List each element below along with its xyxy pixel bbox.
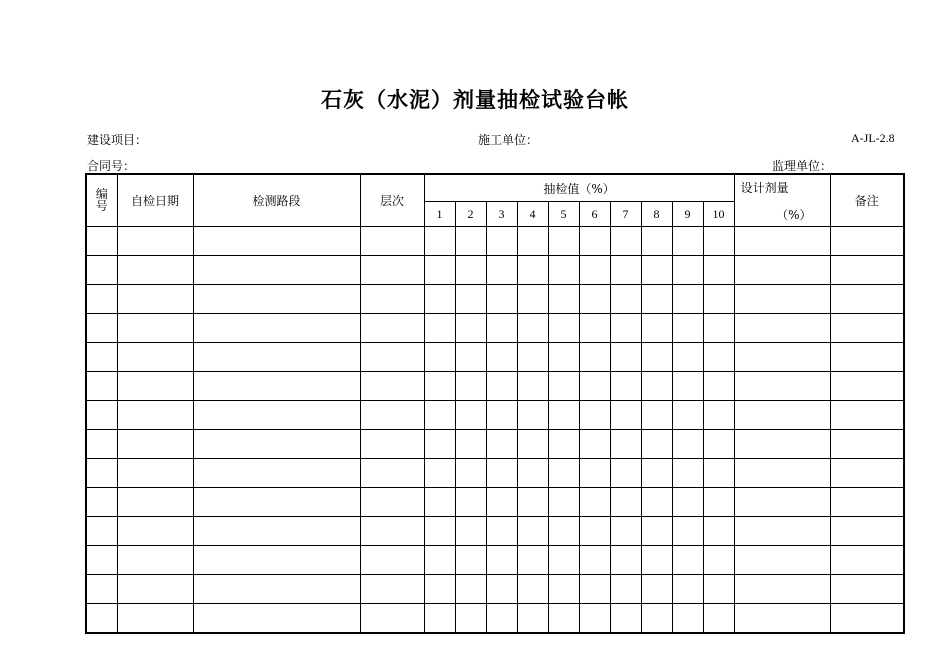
header-design-dose: 设计剂量 （%） — [734, 174, 830, 227]
cell-sample-2[interactable] — [455, 401, 486, 430]
cell-sample-5[interactable] — [548, 459, 579, 488]
cell-sample-7[interactable] — [610, 488, 641, 517]
cell-section[interactable] — [193, 372, 360, 401]
cell-layer[interactable] — [360, 517, 424, 546]
cell-sample-6[interactable] — [579, 517, 610, 546]
header-date: 自检日期 — [117, 174, 193, 227]
cell-sample-7[interactable] — [610, 459, 641, 488]
cell-sample-5[interactable] — [548, 372, 579, 401]
cell-sample-10[interactable] — [703, 401, 734, 430]
cell-date[interactable] — [117, 314, 193, 343]
cell-sample-6[interactable] — [579, 285, 610, 314]
cell-sample-4[interactable] — [517, 343, 548, 372]
cell-sample-2[interactable] — [455, 256, 486, 285]
header-sample-group: 抽检值（%） — [424, 174, 734, 202]
cell-design-dose[interactable] — [734, 546, 830, 575]
cell-section[interactable] — [193, 343, 360, 372]
cell-sample-1[interactable] — [424, 517, 455, 546]
cell-sample-10[interactable] — [703, 430, 734, 459]
cell-sample-4[interactable] — [517, 488, 548, 517]
cell-remarks[interactable] — [830, 430, 904, 459]
cell-sample-7[interactable] — [610, 604, 641, 634]
cell-layer[interactable] — [360, 343, 424, 372]
cell-sample-10[interactable] — [703, 517, 734, 546]
cell-layer[interactable] — [360, 604, 424, 634]
cell-sample-4[interactable] — [517, 285, 548, 314]
cell-sample-2[interactable] — [455, 488, 486, 517]
cell-sample-8[interactable] — [641, 314, 672, 343]
cell-sample-2[interactable] — [455, 314, 486, 343]
cell-sample-5[interactable] — [548, 546, 579, 575]
contract-label: 合同号： — [87, 159, 136, 173]
header-sample-9: 9 — [672, 202, 703, 227]
table-row — [86, 314, 904, 343]
cell-date[interactable] — [117, 488, 193, 517]
cell-sample-6[interactable] — [579, 604, 610, 634]
cell-sample-5[interactable] — [548, 430, 579, 459]
cell-sample-3[interactable] — [486, 401, 517, 430]
cell-sample-6[interactable] — [579, 256, 610, 285]
cell-sample-1[interactable] — [424, 575, 455, 604]
header-sample-6: 6 — [579, 202, 610, 227]
cell-sample-1[interactable] — [424, 314, 455, 343]
cell-sample-9[interactable] — [672, 488, 703, 517]
cell-sample-10[interactable] — [703, 372, 734, 401]
cell-sample-5[interactable] — [548, 285, 579, 314]
cell-design-dose[interactable] — [734, 256, 830, 285]
cell-sample-9[interactable] — [672, 256, 703, 285]
table-row — [86, 488, 904, 517]
cell-sample-7[interactable] — [610, 343, 641, 372]
cell-design-dose[interactable] — [734, 401, 830, 430]
project-label: 建设项目： — [87, 133, 148, 147]
table-row — [86, 546, 904, 575]
form-title: 石灰（水泥）剂量抽检试验台帐 — [321, 88, 629, 112]
cell-number[interactable] — [86, 575, 117, 604]
cell-design-dose[interactable] — [734, 488, 830, 517]
header-sample-4: 4 — [517, 202, 548, 227]
cell-remarks[interactable] — [830, 488, 904, 517]
cell-sample-3[interactable] — [486, 430, 517, 459]
cell-sample-3[interactable] — [486, 546, 517, 575]
cell-section[interactable] — [193, 517, 360, 546]
cell-sample-4[interactable] — [517, 430, 548, 459]
cell-sample-8[interactable] — [641, 256, 672, 285]
cell-sample-6[interactable] — [579, 430, 610, 459]
cell-sample-9[interactable] — [672, 285, 703, 314]
cell-number[interactable] — [86, 546, 117, 575]
header-number: 编号 — [86, 174, 117, 227]
cell-section[interactable] — [193, 575, 360, 604]
cell-remarks[interactable] — [830, 227, 904, 256]
cell-design-dose[interactable] — [734, 430, 830, 459]
cell-date[interactable] — [117, 604, 193, 634]
cell-sample-10[interactable] — [703, 314, 734, 343]
cell-sample-2[interactable] — [455, 546, 486, 575]
cell-section[interactable] — [193, 430, 360, 459]
cell-date[interactable] — [117, 401, 193, 430]
cell-sample-3[interactable] — [486, 256, 517, 285]
cell-sample-7[interactable] — [610, 430, 641, 459]
cell-number[interactable] — [86, 314, 117, 343]
cell-layer[interactable] — [360, 459, 424, 488]
cell-sample-6[interactable] — [579, 314, 610, 343]
cell-date[interactable] — [117, 430, 193, 459]
cell-sample-4[interactable] — [517, 604, 548, 634]
cell-sample-4[interactable] — [517, 256, 548, 285]
cell-sample-5[interactable] — [548, 314, 579, 343]
cell-sample-1[interactable] — [424, 430, 455, 459]
cell-remarks[interactable] — [830, 314, 904, 343]
cell-sample-8[interactable] — [641, 575, 672, 604]
cell-sample-9[interactable] — [672, 372, 703, 401]
cell-sample-3[interactable] — [486, 285, 517, 314]
table-row — [86, 401, 904, 430]
cell-layer[interactable] — [360, 488, 424, 517]
cell-sample-8[interactable] — [641, 546, 672, 575]
cell-date[interactable] — [117, 343, 193, 372]
header-remarks: 备注 — [830, 174, 904, 227]
cell-sample-1[interactable] — [424, 256, 455, 285]
cell-sample-9[interactable] — [672, 401, 703, 430]
cell-sample-6[interactable] — [579, 227, 610, 256]
cell-section[interactable] — [193, 546, 360, 575]
cell-sample-7[interactable] — [610, 546, 641, 575]
cell-sample-5[interactable] — [548, 343, 579, 372]
cell-section[interactable] — [193, 285, 360, 314]
cell-layer[interactable] — [360, 256, 424, 285]
cell-sample-3[interactable] — [486, 488, 517, 517]
cell-date[interactable] — [117, 546, 193, 575]
cell-sample-9[interactable] — [672, 459, 703, 488]
cell-sample-1[interactable] — [424, 372, 455, 401]
cell-remarks[interactable] — [830, 401, 904, 430]
cell-sample-8[interactable] — [641, 227, 672, 256]
cell-sample-2[interactable] — [455, 343, 486, 372]
cell-sample-1[interactable] — [424, 604, 455, 634]
cell-sample-9[interactable] — [672, 430, 703, 459]
cell-sample-2[interactable] — [455, 575, 486, 604]
cell-sample-4[interactable] — [517, 575, 548, 604]
cell-number[interactable] — [86, 604, 117, 634]
cell-layer[interactable] — [360, 314, 424, 343]
cell-number[interactable] — [86, 285, 117, 314]
table-row — [86, 372, 904, 401]
cell-number[interactable] — [86, 256, 117, 285]
table-row — [86, 227, 904, 256]
cell-sample-10[interactable] — [703, 227, 734, 256]
ledger-table — [85, 173, 905, 634]
cell-layer[interactable] — [360, 285, 424, 314]
cell-sample-9[interactable] — [672, 343, 703, 372]
cell-sample-10[interactable] — [703, 575, 734, 604]
cell-sample-3[interactable] — [486, 314, 517, 343]
cell-sample-3[interactable] — [486, 372, 517, 401]
cell-remarks[interactable] — [830, 575, 904, 604]
cell-sample-4[interactable] — [517, 372, 548, 401]
cell-sample-5[interactable] — [548, 575, 579, 604]
table-row — [86, 575, 904, 604]
cell-date[interactable] — [117, 227, 193, 256]
cell-sample-6[interactable] — [579, 372, 610, 401]
cell-sample-4[interactable] — [517, 459, 548, 488]
cell-sample-3[interactable] — [486, 604, 517, 634]
cell-section[interactable] — [193, 256, 360, 285]
cell-sample-9[interactable] — [672, 546, 703, 575]
cell-remarks[interactable] — [830, 343, 904, 372]
cell-sample-10[interactable] — [703, 488, 734, 517]
cell-number[interactable] — [86, 488, 117, 517]
cell-sample-6[interactable] — [579, 488, 610, 517]
cell-sample-3[interactable] — [486, 459, 517, 488]
cell-layer[interactable] — [360, 546, 424, 575]
cell-sample-5[interactable] — [548, 227, 579, 256]
table-row — [86, 256, 904, 285]
cell-design-dose[interactable] — [734, 459, 830, 488]
cell-sample-7[interactable] — [610, 256, 641, 285]
header-sample-7: 7 — [610, 202, 641, 227]
form-code: A-JL-2.8 — [851, 131, 895, 145]
contractor-label: 施工单位： — [478, 133, 539, 147]
cell-section[interactable] — [193, 604, 360, 634]
cell-design-dose[interactable] — [734, 604, 830, 634]
supervisor-label: 监理单位： — [772, 159, 833, 173]
cell-design-dose[interactable] — [734, 517, 830, 546]
cell-sample-5[interactable] — [548, 517, 579, 546]
cell-design-dose[interactable] — [734, 343, 830, 372]
cell-sample-5[interactable] — [548, 604, 579, 634]
cell-sample-2[interactable] — [455, 227, 486, 256]
cell-section[interactable] — [193, 401, 360, 430]
cell-layer[interactable] — [360, 227, 424, 256]
cell-sample-7[interactable] — [610, 517, 641, 546]
cell-sample-8[interactable] — [641, 517, 672, 546]
cell-sample-1[interactable] — [424, 285, 455, 314]
cell-sample-3[interactable] — [486, 575, 517, 604]
cell-sample-10[interactable] — [703, 256, 734, 285]
table-row — [86, 285, 904, 314]
cell-date[interactable] — [117, 285, 193, 314]
header-sample-5: 5 — [548, 202, 579, 227]
cell-sample-8[interactable] — [641, 488, 672, 517]
cell-sample-2[interactable] — [455, 285, 486, 314]
header-sample-1: 1 — [424, 202, 455, 227]
cell-sample-7[interactable] — [610, 314, 641, 343]
cell-sample-6[interactable] — [579, 401, 610, 430]
cell-sample-7[interactable] — [610, 575, 641, 604]
cell-number[interactable] — [86, 459, 117, 488]
cell-sample-10[interactable] — [703, 285, 734, 314]
cell-remarks[interactable] — [830, 604, 904, 634]
cell-sample-1[interactable] — [424, 546, 455, 575]
cell-layer[interactable] — [360, 372, 424, 401]
cell-date[interactable] — [117, 256, 193, 285]
cell-sample-7[interactable] — [610, 227, 641, 256]
cell-layer[interactable] — [360, 430, 424, 459]
cell-sample-4[interactable] — [517, 227, 548, 256]
header-sample-2: 2 — [455, 202, 486, 227]
cell-sample-7[interactable] — [610, 401, 641, 430]
cell-remarks[interactable] — [830, 546, 904, 575]
cell-sample-3[interactable] — [486, 227, 517, 256]
cell-section[interactable] — [193, 459, 360, 488]
cell-sample-8[interactable] — [641, 401, 672, 430]
cell-sample-4[interactable] — [517, 401, 548, 430]
cell-sample-8[interactable] — [641, 604, 672, 634]
cell-section[interactable] — [193, 314, 360, 343]
cell-sample-2[interactable] — [455, 430, 486, 459]
cell-sample-7[interactable] — [610, 285, 641, 314]
table-row — [86, 517, 904, 546]
header-sample-8: 8 — [641, 202, 672, 227]
cell-sample-1[interactable] — [424, 459, 455, 488]
cell-number[interactable] — [86, 343, 117, 372]
cell-sample-9[interactable] — [672, 227, 703, 256]
cell-design-dose[interactable] — [734, 227, 830, 256]
cell-sample-9[interactable] — [672, 314, 703, 343]
cell-remarks[interactable] — [830, 517, 904, 546]
cell-sample-9[interactable] — [672, 604, 703, 634]
cell-section[interactable] — [193, 227, 360, 256]
cell-sample-4[interactable] — [517, 546, 548, 575]
cell-sample-10[interactable] — [703, 343, 734, 372]
cell-remarks[interactable] — [830, 459, 904, 488]
cell-sample-6[interactable] — [579, 546, 610, 575]
cell-design-dose[interactable] — [734, 575, 830, 604]
cell-design-dose[interactable] — [734, 314, 830, 343]
cell-sample-8[interactable] — [641, 343, 672, 372]
header-layer: 层次 — [360, 174, 424, 227]
cell-sample-4[interactable] — [517, 314, 548, 343]
cell-sample-6[interactable] — [579, 575, 610, 604]
cell-sample-10[interactable] — [703, 459, 734, 488]
cell-sample-10[interactable] — [703, 604, 734, 634]
header-section: 检测路段 — [193, 174, 360, 227]
header-sample-10: 10 — [703, 202, 734, 227]
cell-sample-2[interactable] — [455, 372, 486, 401]
cell-sample-9[interactable] — [672, 517, 703, 546]
table-row — [86, 343, 904, 372]
cell-sample-7[interactable] — [610, 372, 641, 401]
cell-sample-3[interactable] — [486, 517, 517, 546]
cell-date[interactable] — [117, 517, 193, 546]
header-sample-3: 3 — [486, 202, 517, 227]
cell-sample-9[interactable] — [672, 575, 703, 604]
cell-sample-8[interactable] — [641, 430, 672, 459]
cell-sample-5[interactable] — [548, 488, 579, 517]
cell-layer[interactable] — [360, 401, 424, 430]
cell-layer[interactable] — [360, 575, 424, 604]
cell-design-dose[interactable] — [734, 372, 830, 401]
cell-sample-5[interactable] — [548, 401, 579, 430]
cell-section[interactable] — [193, 488, 360, 517]
cell-date[interactable] — [117, 372, 193, 401]
table-row — [86, 459, 904, 488]
cell-sample-2[interactable] — [455, 517, 486, 546]
cell-sample-8[interactable] — [641, 285, 672, 314]
table-row — [86, 430, 904, 459]
cell-sample-3[interactable] — [486, 343, 517, 372]
cell-design-dose[interactable] — [734, 285, 830, 314]
cell-sample-2[interactable] — [455, 459, 486, 488]
cell-sample-1[interactable] — [424, 401, 455, 430]
cell-sample-8[interactable] — [641, 459, 672, 488]
cell-number[interactable] — [86, 430, 117, 459]
cell-sample-4[interactable] — [517, 517, 548, 546]
cell-sample-1[interactable] — [424, 227, 455, 256]
cell-number[interactable] — [86, 401, 117, 430]
cell-number[interactable] — [86, 227, 117, 256]
cell-remarks[interactable] — [830, 285, 904, 314]
cell-sample-6[interactable] — [579, 343, 610, 372]
cell-remarks[interactable] — [830, 372, 904, 401]
cell-sample-1[interactable] — [424, 343, 455, 372]
table-row — [86, 604, 904, 634]
cell-sample-10[interactable] — [703, 546, 734, 575]
cell-number[interactable] — [86, 372, 117, 401]
cell-sample-8[interactable] — [641, 372, 672, 401]
cell-date[interactable] — [117, 575, 193, 604]
cell-sample-5[interactable] — [548, 256, 579, 285]
cell-date[interactable] — [117, 459, 193, 488]
cell-sample-1[interactable] — [424, 488, 455, 517]
cell-sample-6[interactable] — [579, 459, 610, 488]
cell-remarks[interactable] — [830, 256, 904, 285]
cell-number[interactable] — [86, 517, 117, 546]
cell-sample-2[interactable] — [455, 604, 486, 634]
